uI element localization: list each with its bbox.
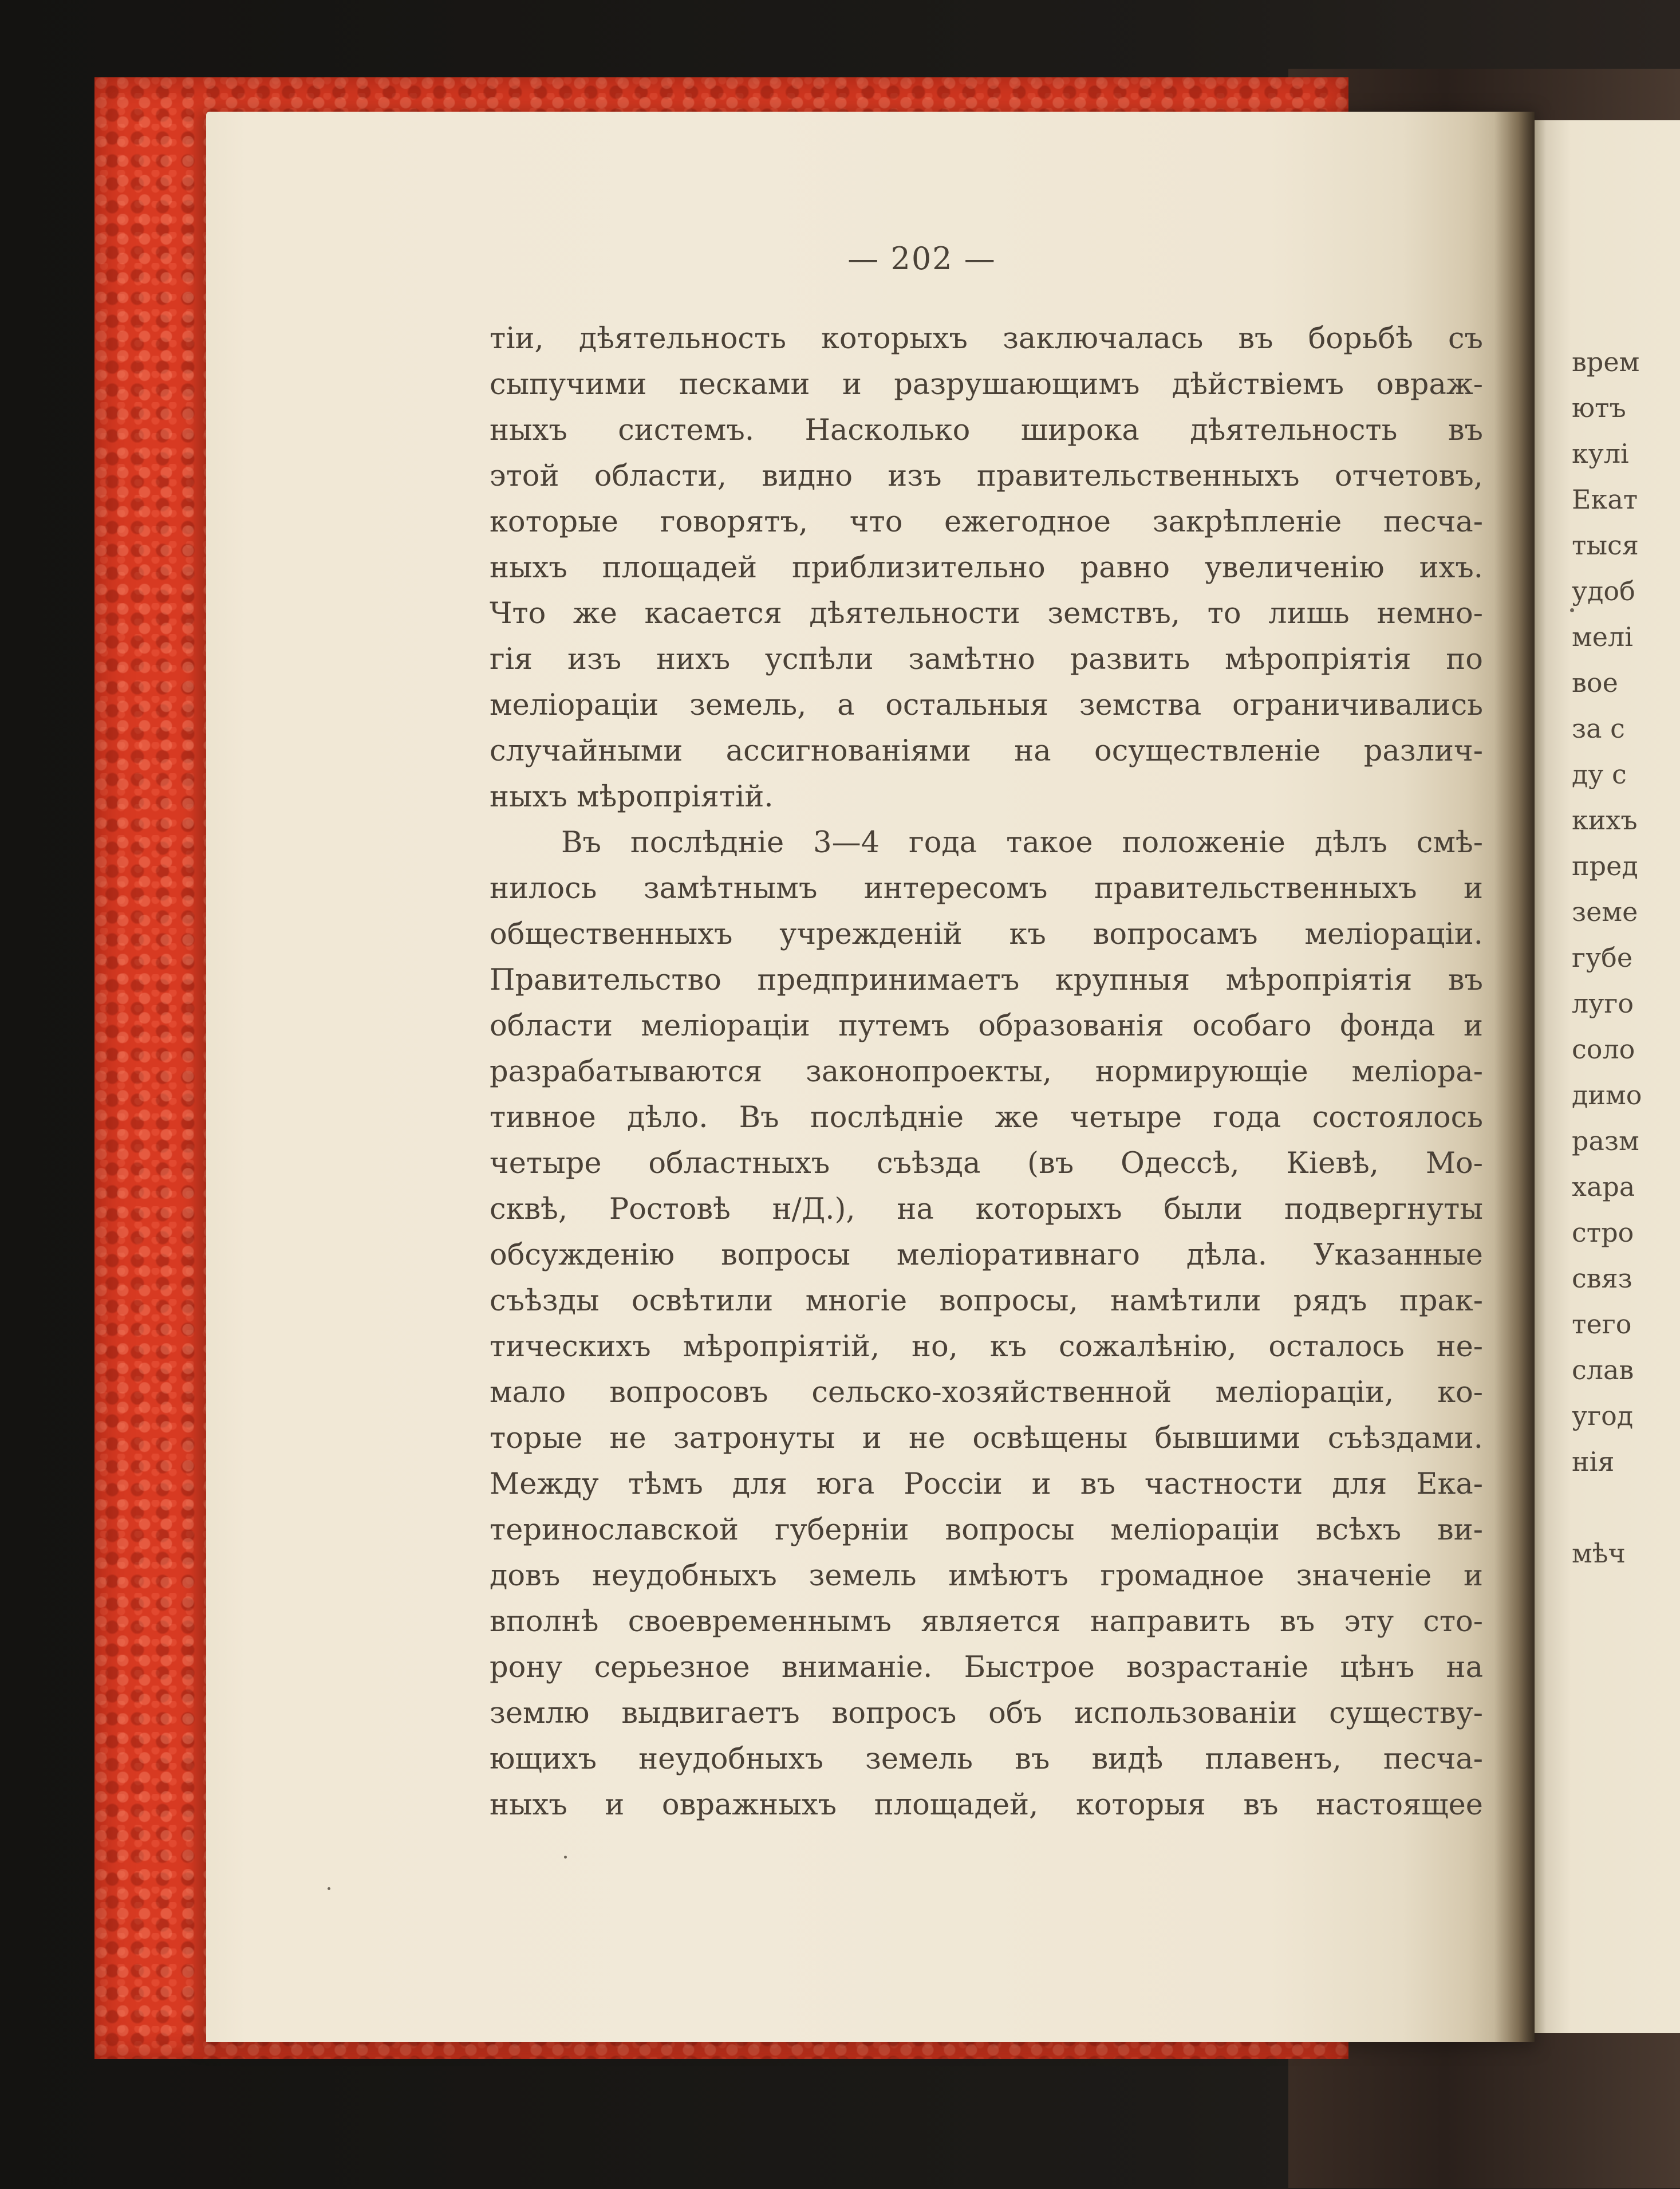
text-line: ющихъ неудобныхъ земель въ видѣ плавенъ, песча- (490, 1742, 1483, 1776)
right-page-line: тыся (1572, 530, 1639, 561)
page-number: — 202 — (847, 241, 996, 277)
book-gutter (1494, 112, 1535, 2042)
text-line: Въ послѣдніе 3—4 года такое положеніе дѣлъ смѣ- (561, 826, 1483, 860)
text-line: ныхъ мѣропріятій. (490, 780, 774, 814)
right-page-line: удоб (1572, 576, 1635, 607)
text-line: тическихъ мѣропріятій, но, къ сожалѣнію, осталось не- (490, 1330, 1483, 1364)
text-line: Что же касается дѣятельности земствъ, то лишь немно- (490, 597, 1483, 631)
text-line: сыпучими песками и разрушающимъ дѣйствіемъ овраж- (490, 368, 1483, 401)
text-line: ныхъ площадей приблизительно равно увеличенію ихъ. (490, 551, 1483, 585)
right-page-line: врем (1572, 347, 1640, 377)
right-page-line: мелі (1572, 621, 1633, 652)
right-page-line: луго (1572, 988, 1634, 1019)
text-line: области меліораціи путемъ образованія особаго фонда и (490, 1009, 1483, 1043)
right-page-line: кихъ (1572, 805, 1638, 836)
text-line: рону серьезное вниманіе. Быстрое возрастаніе цѣнъ на (490, 1651, 1483, 1684)
text-line: обсужденію вопросы меліоративнаго дѣла. Указанные (490, 1238, 1483, 1272)
text-line: сквѣ, Ростовѣ н/Д.), на которыхъ были подвергнуты (490, 1192, 1483, 1226)
text-line: четыре областныхъ съѣзда (въ Одессѣ, Кіевѣ, Мо- (490, 1147, 1483, 1180)
right-page-line: хара (1572, 1171, 1635, 1202)
text-line: случайными ассигнованіями на осуществленіе различ- (490, 734, 1483, 768)
right-page-line: ютъ (1572, 392, 1626, 423)
right-page-text (1572, 339, 1680, 1576)
body-text (490, 316, 1483, 1828)
text-line: тивное дѣло. Въ послѣдніе же четыре года состоялось (490, 1101, 1483, 1135)
text-line: которые говорятъ, что ежегодное закрѣпленіе песча- (490, 505, 1483, 539)
text-line: Правительство предпринимаетъ крупныя мѣропріятія въ (490, 963, 1483, 997)
right-page-line: вое (1572, 667, 1618, 698)
ink-speck (564, 1856, 567, 1859)
right-page-line: связ (1572, 1263, 1632, 1294)
text-line: Между тѣмъ для юга Россіи и въ частности для Ека- (490, 1467, 1483, 1501)
text-line: тіи, дѣятельность которыхъ заключалась въ борьбѣ съ (490, 322, 1483, 356)
right-page-line: нія (1572, 1446, 1615, 1477)
text-line: съѣзды освѣтили многіе вопросы, намѣтили рядъ прак- (490, 1284, 1483, 1318)
ink-speck (1570, 608, 1574, 612)
right-page-line: димо (1572, 1080, 1642, 1111)
right-page-line: Екат (1572, 484, 1638, 515)
text-line: теринославской губерніи вопросы меліораціи всѣхъ ви- (490, 1513, 1483, 1547)
right-page-line: за с (1572, 713, 1625, 744)
right-page-line: тего (1572, 1309, 1632, 1340)
text-line: торые не затронуты и не освѣщены бывшими съѣздами. (490, 1422, 1483, 1455)
text-line: мало вопросовъ сельско-хозяйственной меліораціи, ко- (490, 1376, 1483, 1410)
right-page-line: мѣч (1572, 1538, 1626, 1569)
text-line: довъ неудобныхъ земель имѣютъ громадное значеніе и (490, 1559, 1483, 1593)
text-line: гія изъ нихъ успѣли замѣтно развить мѣропріятія по (490, 643, 1483, 676)
text-line: общественныхъ учрежденій къ вопросамъ меліораціи. (490, 918, 1483, 951)
right-page-line: пред (1572, 851, 1638, 881)
text-line: разрабатываются законопроекты, нормирующіе меліора- (490, 1055, 1483, 1089)
right-page-line: соло (1572, 1034, 1635, 1065)
text-line: нилось замѣтнымъ интересомъ правительственныхъ и (490, 872, 1483, 905)
ink-speck (328, 1887, 330, 1890)
right-page-line: губе (1572, 942, 1633, 973)
right-page-line: ду с (1572, 759, 1627, 790)
right-page-line (1572, 1485, 1680, 1530)
text-line: ныхъ и овражныхъ площадей, которыя въ настоящее (490, 1788, 1483, 1822)
text-line: меліораціи земель, а остальныя земства ограничивались (490, 688, 1483, 722)
right-page-line: земе (1572, 896, 1638, 927)
text-line: ныхъ системъ. Насколько широка дѣятельность въ (490, 414, 1483, 447)
right-page-line: кулі (1572, 438, 1629, 469)
right-page-line: стро (1572, 1217, 1634, 1248)
right-page-line: слав (1572, 1355, 1634, 1385)
text-line: этой области, видно изъ правительственныхъ отчетовъ, (490, 459, 1483, 493)
right-page-line: разм (1572, 1125, 1639, 1156)
right-page-line: угод (1572, 1400, 1634, 1431)
text-line: землю выдвигаетъ вопросъ объ использованіи существу- (490, 1696, 1483, 1730)
text-line: вполнѣ своевременнымъ является направить въ эту сто- (490, 1605, 1483, 1639)
